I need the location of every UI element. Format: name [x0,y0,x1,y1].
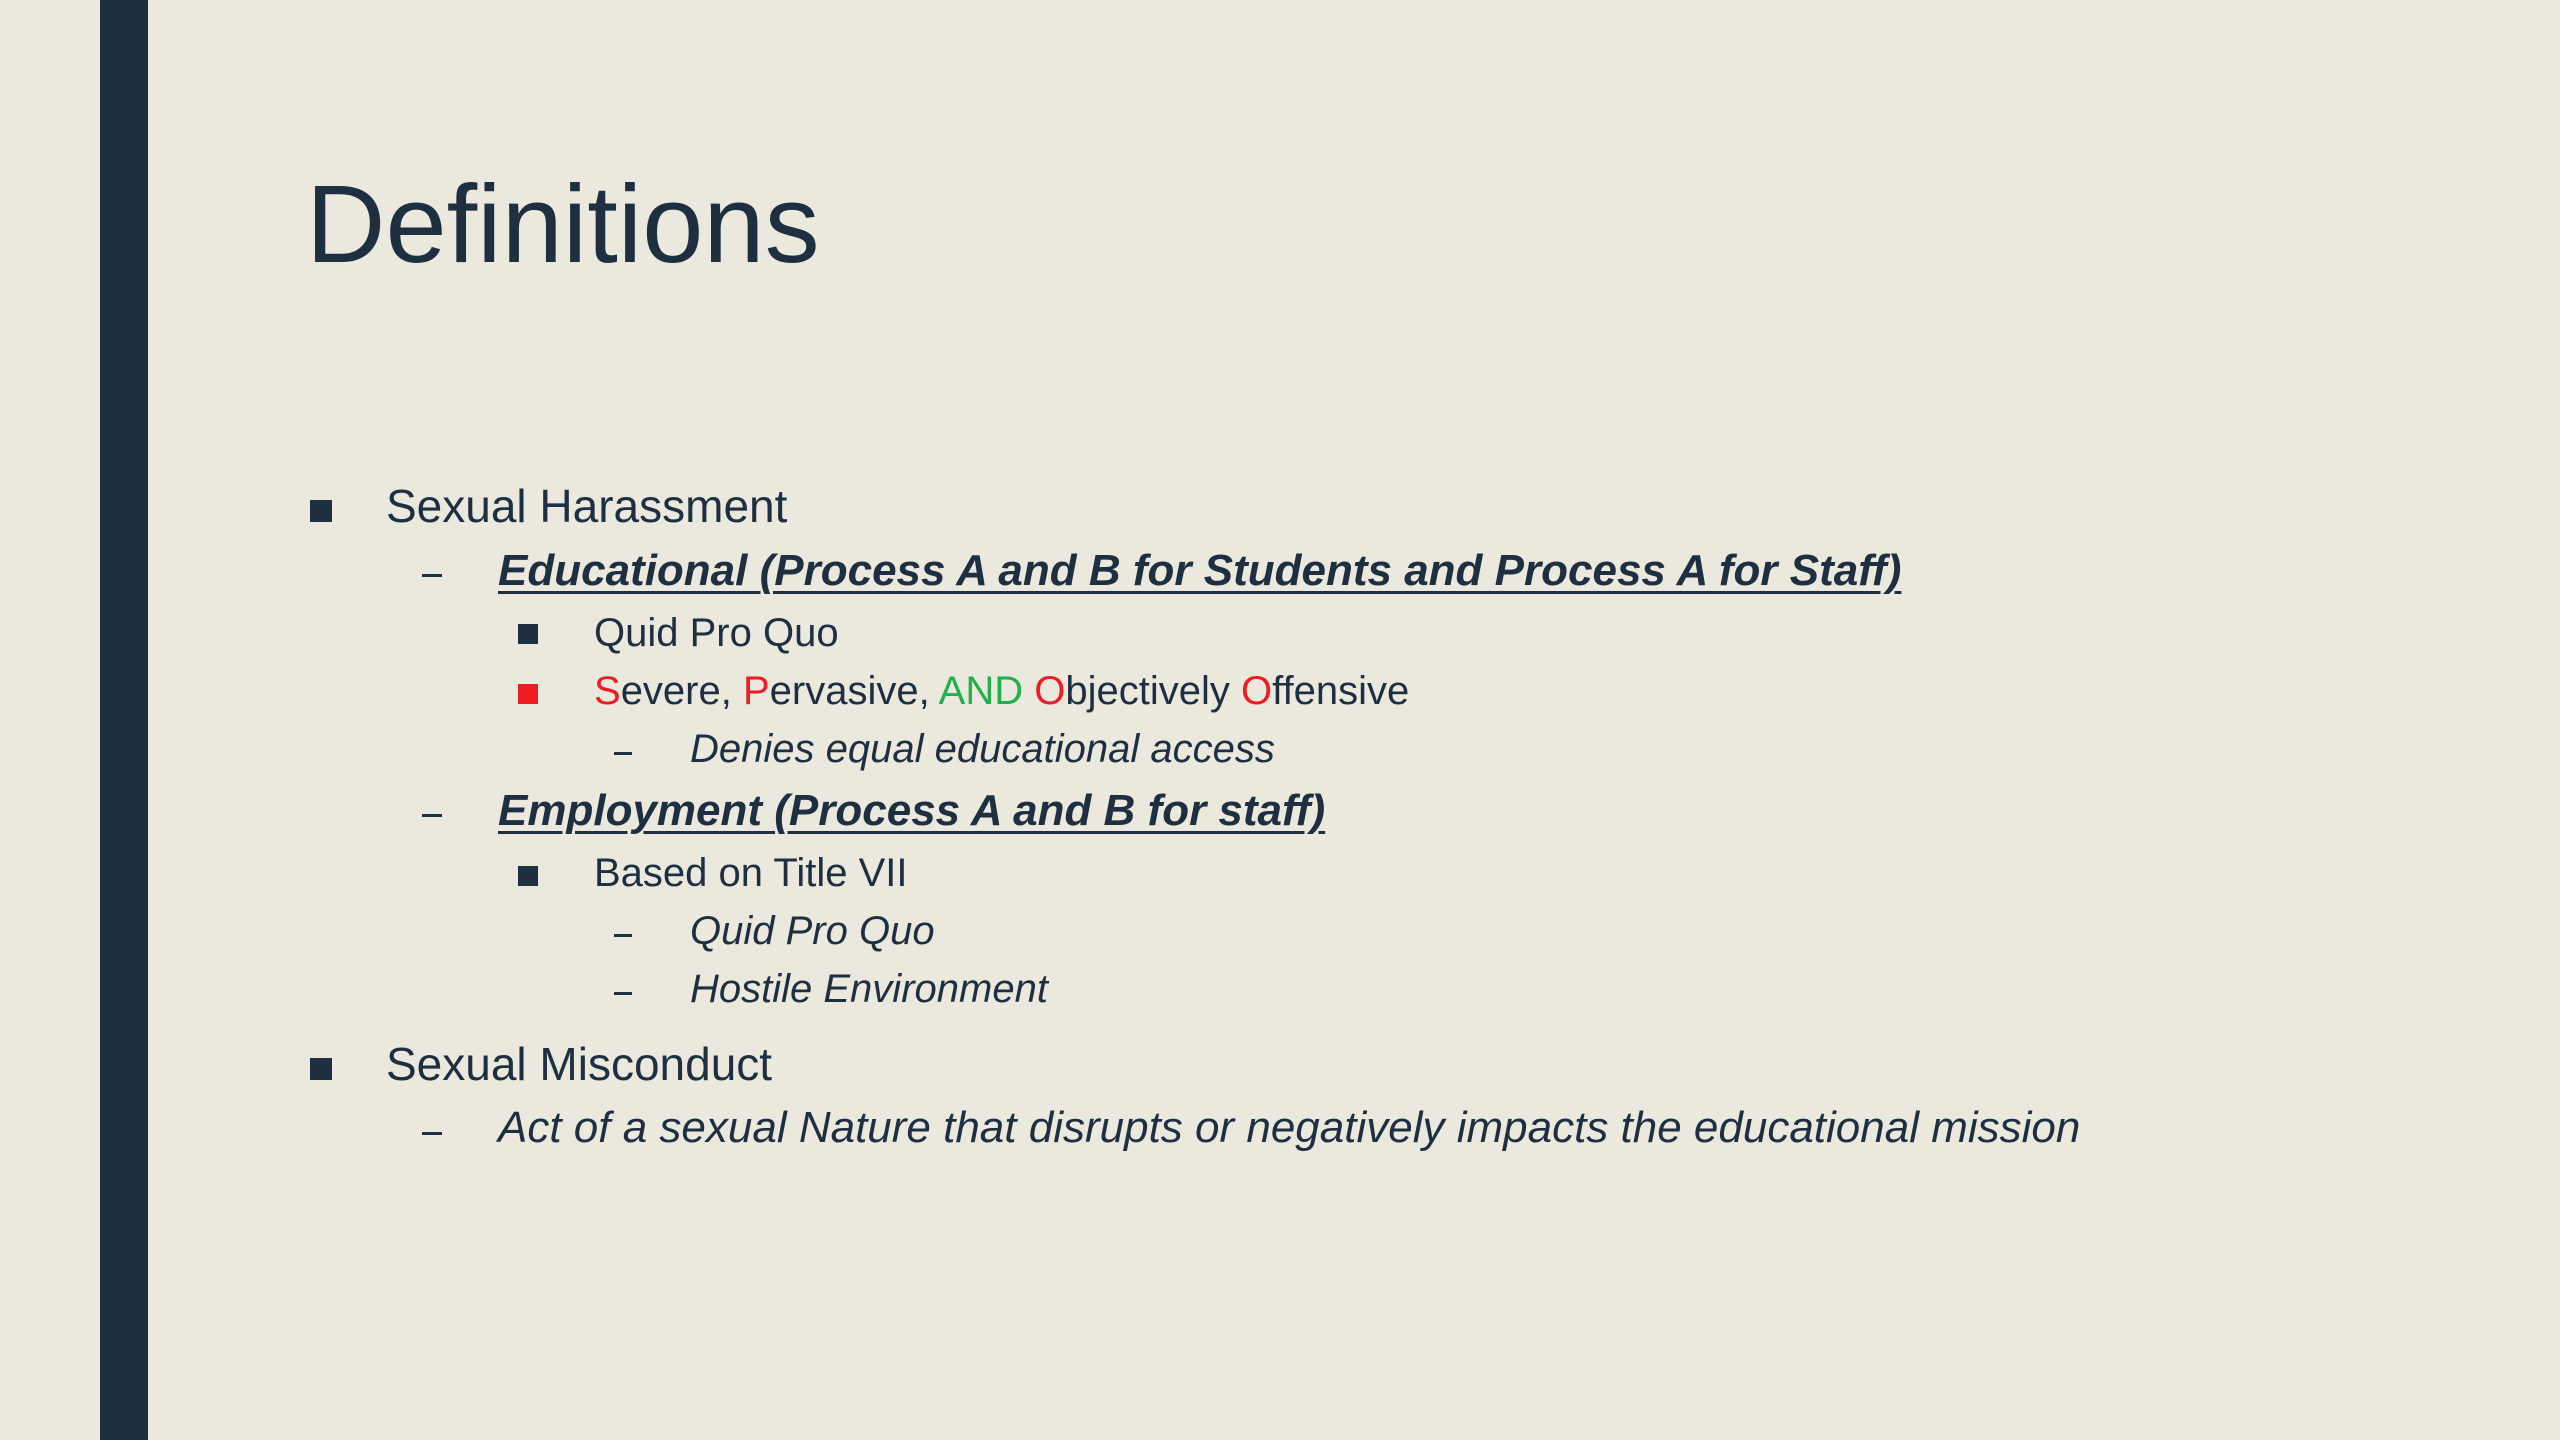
item-misconduct-definition: Act of a sexual Nature that disrupts or negatively impacts the educational mission [498,1103,2081,1152]
bullet-square-red-icon [518,684,538,704]
item-sexual-misconduct: Sexual Misconduct [386,1038,773,1090]
letter-o-first: O [1034,669,1066,713]
item-sexual-harassment: Sexual Harassment [386,480,788,532]
word-and: AND [938,669,1035,713]
text-ffensive: ffensive [1272,669,1410,713]
letter-o-second: O [1240,669,1273,713]
bullet-dash-icon [614,752,632,755]
item-quid-pro-quo: Quid Pro Quo [594,611,839,655]
item-title-vii: Based on Title VII [594,851,908,895]
left-accent-bar [100,0,148,1440]
text-evere: evere, [620,669,743,713]
text-ervasive: ervasive, [769,669,939,713]
text-bjectively: bjectively [1065,669,1241,713]
item-hostile-environment: Hostile Environment [690,967,1048,1011]
item-denies-access: Denies equal educational access [690,727,1275,771]
item-educational: Educational (Process A and B for Students and Process A for Staff) [498,546,1902,595]
bullet-square-icon [518,624,538,644]
letter-s: S [594,669,621,713]
item-severe-pervasive-offensive [594,666,1409,716]
letter-p: P [742,669,770,713]
slide-title: Definitions [306,163,820,286]
item-quid-pro-quo-2: Quid Pro Quo [690,909,935,953]
bullet-dash-icon [422,574,442,577]
bullet-dash-icon [422,814,442,817]
bullet-dash-icon [614,992,632,995]
bullet-square-icon [310,500,332,522]
bullet-square-icon [310,1058,332,1080]
item-employment: Employment (Process A and B for staff) [498,786,1326,835]
bullet-dash-icon [614,934,632,937]
bullet-dash-icon [422,1132,442,1135]
bullet-square-icon [518,866,538,886]
